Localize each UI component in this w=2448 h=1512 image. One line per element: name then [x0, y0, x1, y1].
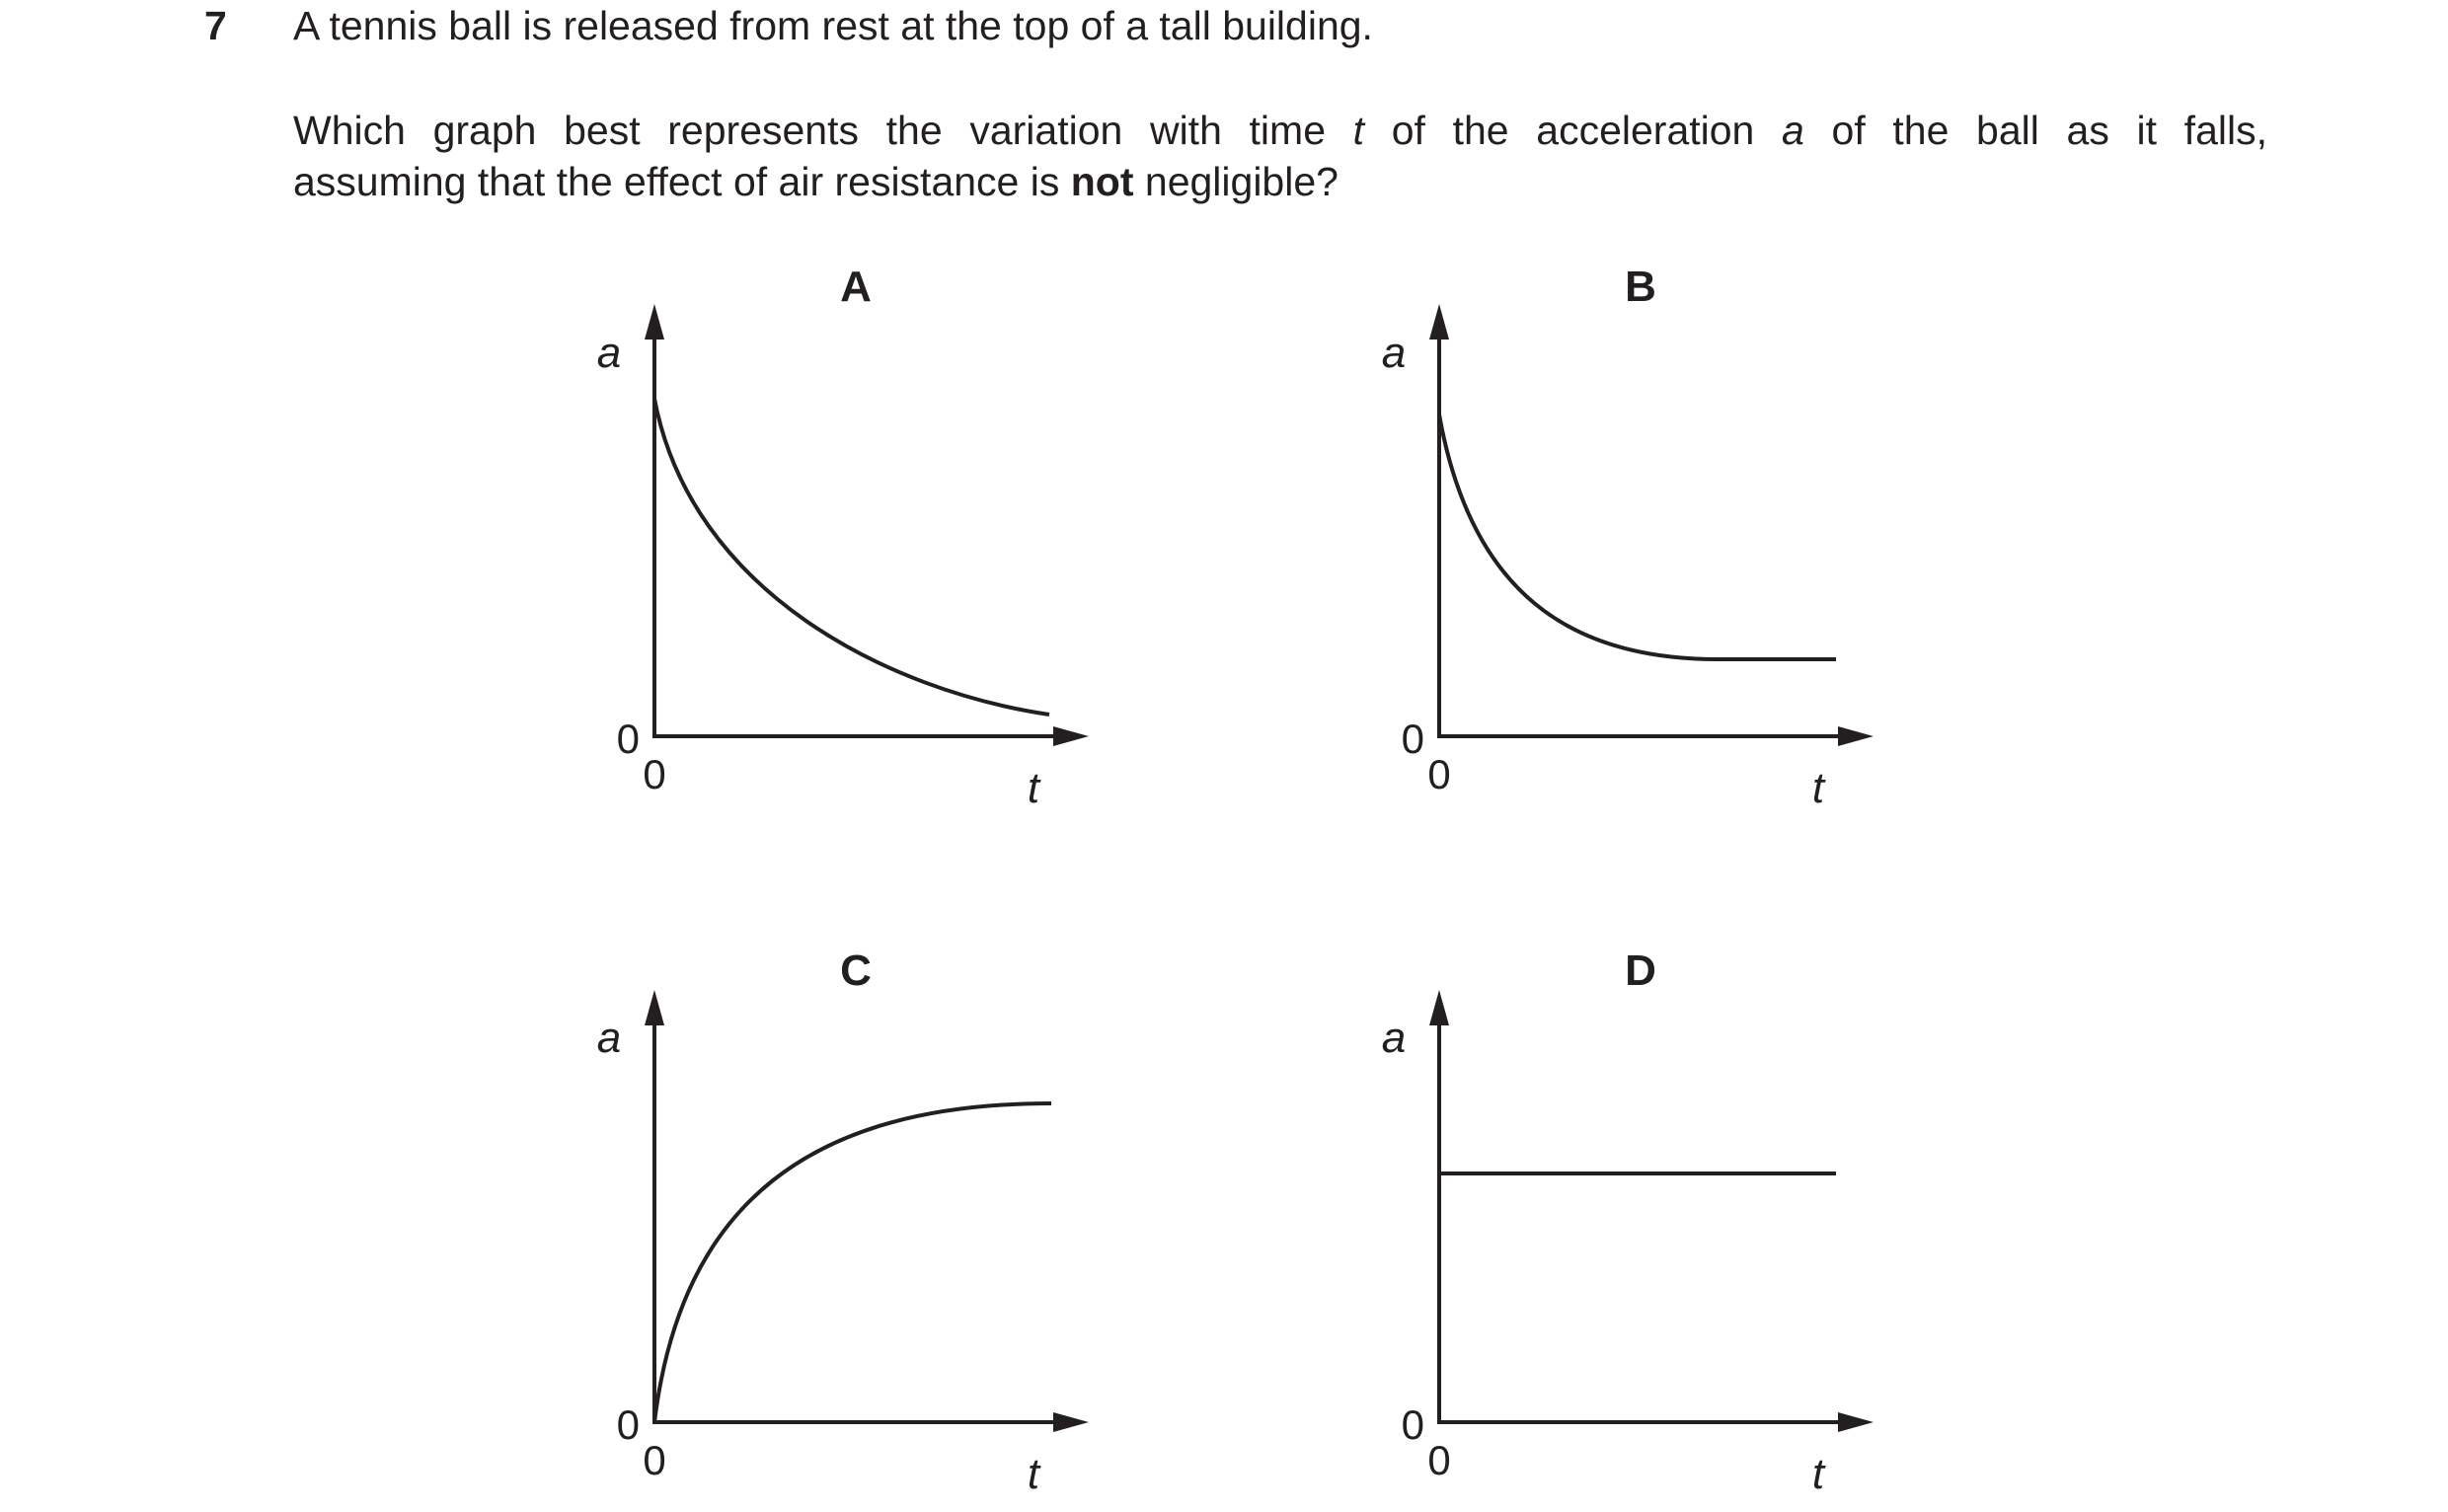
stem-text: assuming that the effect of air resistance is [293, 159, 1071, 204]
stem-text: negligible? [1133, 159, 1339, 204]
stem-text: of the ball as it falls, [1803, 108, 2267, 153]
option-graph-b [1382, 263, 1874, 812]
y-axis-arrow-d [1429, 990, 1449, 1025]
stem-text: Which graph best represents the variation with time [293, 108, 1353, 153]
option-label-d: D [1625, 946, 1656, 995]
y-origin-label-a: 0 [616, 716, 640, 762]
option-label-b: B [1625, 263, 1656, 311]
y-origin-label-b: 0 [1401, 716, 1424, 762]
y-axis-label-b: a [1381, 329, 1407, 377]
x-axis-label-c: t [1027, 1450, 1040, 1498]
x-axis-arrow-b [1838, 726, 1874, 746]
option-label-c: C [840, 946, 872, 995]
question-stem-line-1: A tennis ball is released from rest at the top of a tall building. [293, 3, 1373, 48]
x-origin-label-d: 0 [1427, 1437, 1451, 1483]
stem-variable-a: a [1782, 108, 1804, 153]
y-axis-label-c: a [596, 1014, 622, 1062]
x-axis-label-b: t [1811, 764, 1825, 812]
option-label-a: A [840, 263, 872, 311]
x-axis-label-a: t [1027, 764, 1040, 812]
x-origin-label-c: 0 [643, 1437, 666, 1483]
x-axis-label-d: t [1811, 1450, 1825, 1498]
x-axis-arrow-d [1838, 1412, 1874, 1432]
y-axis-arrow-a [645, 304, 664, 340]
curve-a [654, 399, 1049, 715]
curve-c [654, 1103, 1051, 1422]
y-axis-label-d: a [1381, 1014, 1407, 1062]
stem-emphasis-not: not [1070, 159, 1134, 204]
y-origin-label-d: 0 [1401, 1401, 1424, 1448]
option-graph-a [597, 263, 1089, 812]
y-axis-label-a: a [596, 329, 622, 377]
x-axis-arrow-c [1053, 1412, 1089, 1432]
x-origin-label-a: 0 [643, 751, 666, 797]
x-axis-arrow-a [1053, 726, 1089, 746]
y-axis-arrow-c [645, 990, 664, 1025]
question-number: 7 [204, 3, 227, 48]
curve-b [1439, 415, 1836, 659]
x-origin-label-b: 0 [1427, 751, 1451, 797]
option-graph-c [597, 946, 1089, 1498]
stem-text: of the acceleration [1364, 108, 1783, 153]
y-axis-arrow-b [1429, 304, 1449, 340]
option-graph-d [1382, 946, 1874, 1498]
y-origin-label-c: 0 [616, 1401, 640, 1448]
stem-variable-t: t [1352, 108, 1365, 153]
